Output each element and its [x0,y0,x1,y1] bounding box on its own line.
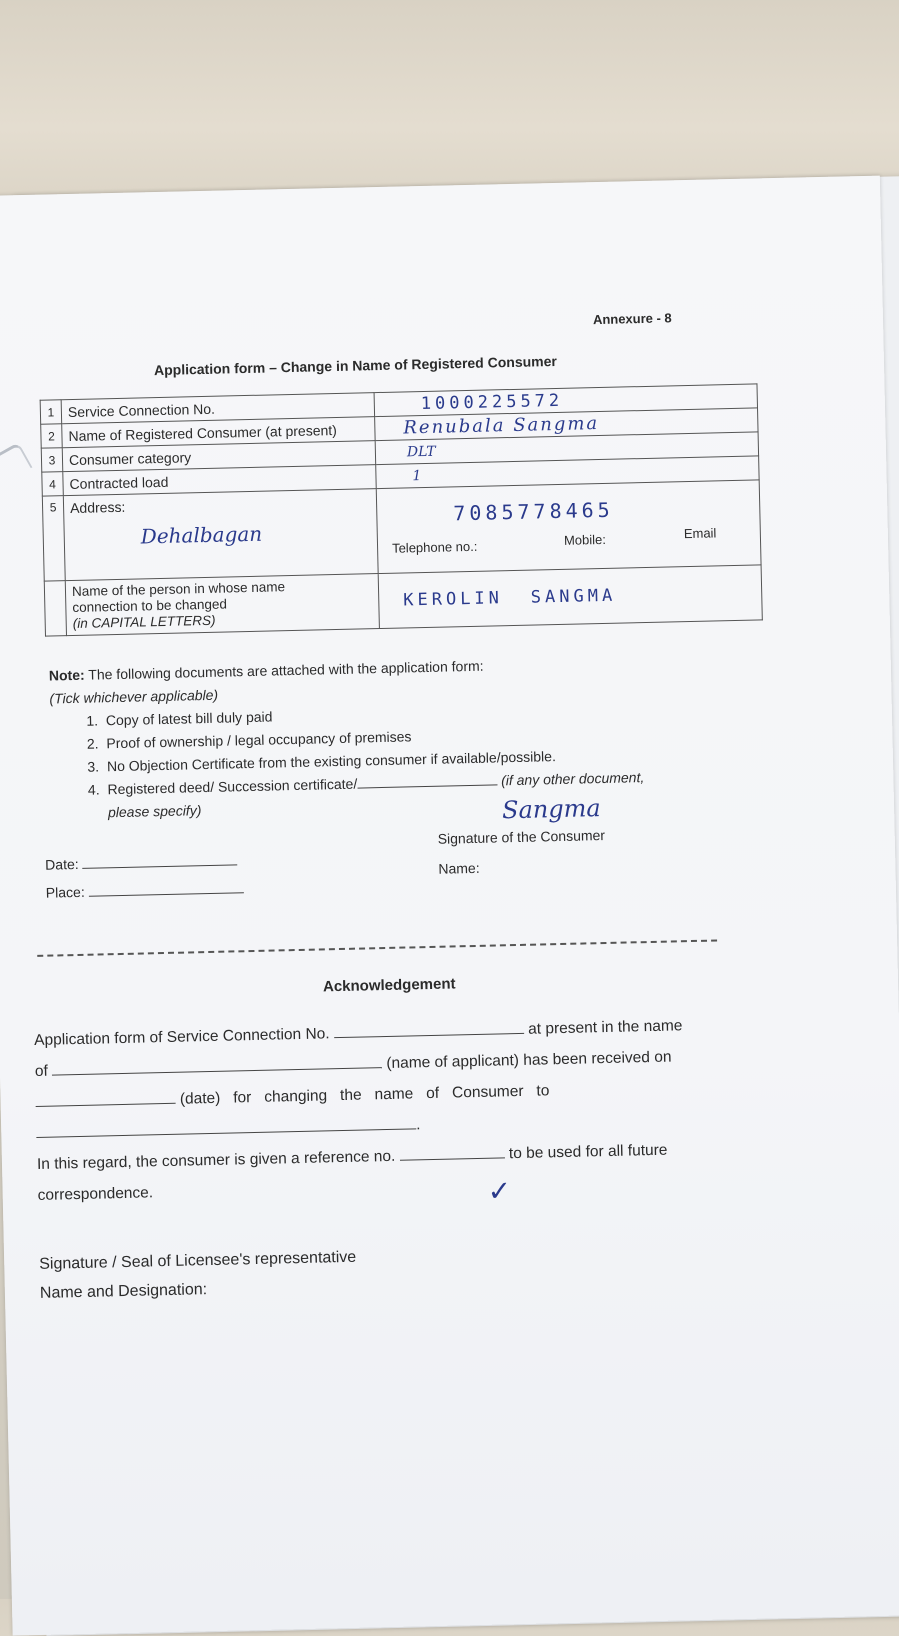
new-name-label-line: Name of the person in whose name [71,579,286,600]
new-name-label-line: connection to be changed [72,596,228,616]
licensee-name-designation-label: Name and Designation: [39,1281,208,1302]
new-name-label [65,574,379,636]
ack-text: (name of applicant) has been received on [386,1048,672,1073]
acknowledgement-body: Application form of Service Connection No. at present in the name of (name of applicant) has been received on (date) for changing the name of Consumer to . In this regard, the consumer is given a reference no. to be used for all future correspondence. ✓ [33,1017,683,1208]
contracted-load-handwriting: 1 [412,468,422,485]
place-blank[interactable] [88,878,243,897]
documents-list [50,693,812,825]
row-number [44,581,66,636]
licensee-signature-label: Signature / Seal of Licensee's representative [39,1248,357,1273]
note-heading: Note: [48,666,85,684]
new-last-name-handwriting: SANGMA [530,585,617,608]
row-label: Name of Registered Consumer (at present) [62,417,375,448]
paper-clip-icon [0,442,33,488]
registered-consumer-handwriting: Renubala Sangma [403,413,600,439]
row-label: Service Connection No. [61,393,374,424]
row-number: 3 [41,448,63,472]
contact-labels [384,525,754,559]
phone-handwriting: 7085778465 [453,497,614,526]
date-field[interactable] [45,849,238,876]
note-text: The following documents are attached with the application form: [84,657,484,683]
reference-number-blank[interactable] [399,1143,504,1160]
documents-note [45,647,815,921]
date-blank[interactable] [82,850,237,869]
mobile-label: Mobile: [563,531,607,548]
row-number: 4 [42,472,64,496]
received-date-blank[interactable] [35,1089,175,1107]
new-name-label-line: (in CAPITAL LETTERS) [72,612,216,632]
list-item-text: Copy of latest bill duly paid [105,708,273,729]
signature-label: Signature of the Consumer [437,826,606,847]
address-handwriting: Dehalbagan [140,521,263,549]
ack-text: correspondence. [37,1184,154,1204]
form-title: Application form – Change in Name of Registered Consumer [153,352,558,379]
list-item-suffix: please specify) [107,802,202,821]
telephone-label: Telephone no.: [391,538,478,556]
service-connection-handwriting: 1000225572 [420,390,564,414]
list-item-text: Registered deed/ Succession certificate/ [107,775,358,798]
address-cell [63,489,378,581]
consumer-name-label: Name: [438,859,480,877]
licensee-signature-block [39,1243,357,1308]
list-item-text: No Objection Certificate from the existing consumer if available/possible. [106,748,557,775]
row-number: 5 [42,496,65,581]
consumer-signature-handwriting: Sangma [501,794,602,825]
email-label: Email [683,525,717,542]
ack-text: In this regard, the consumer is given a reference no. [36,1147,396,1173]
table-row [42,480,761,581]
row-label: Address: [69,498,126,517]
service-connection-blank[interactable] [334,1019,524,1038]
consumer-details-table [40,383,763,636]
new-name-value[interactable] [378,565,762,629]
date-label: Date: [45,855,79,873]
check-mark-icon: ✓ [487,1174,512,1208]
row-label: Consumer category [62,441,375,472]
row-number: 2 [41,424,63,448]
ack-text: (date) for changing the name of Consumer to [179,1082,550,1108]
row-label: Contracted load [63,465,376,496]
note-tick-instruction: (Tick whichever applicable) [49,686,219,707]
form-sheet [0,176,899,1636]
acknowledgement-title: Acknowledgement [322,975,456,996]
ack-text: to be used for all future [508,1141,668,1163]
applicant-name-blank[interactable] [52,1053,382,1075]
other-document-blank[interactable] [357,770,497,788]
list-item-text: Proof of ownership / legal occupancy of premises [106,728,412,752]
row-number: 1 [40,400,62,424]
list-item-suffix: (if any other document, [500,769,645,789]
new-consumer-blank[interactable] [36,1114,416,1138]
annexure-label: Annexure - 8 [592,310,672,328]
ack-text: of [34,1062,49,1080]
contact-cell[interactable] [376,480,761,574]
consumer-category-handwriting: DLT [406,443,436,461]
ack-text: Application form of Service Connection No. [33,1025,330,1049]
place-label: Place: [45,883,85,901]
ack-text: at present in the name [527,1017,683,1038]
place-field[interactable] [46,877,244,904]
cut-line-divider [37,939,717,956]
new-first-name-handwriting: KEROLIN [403,588,504,611]
